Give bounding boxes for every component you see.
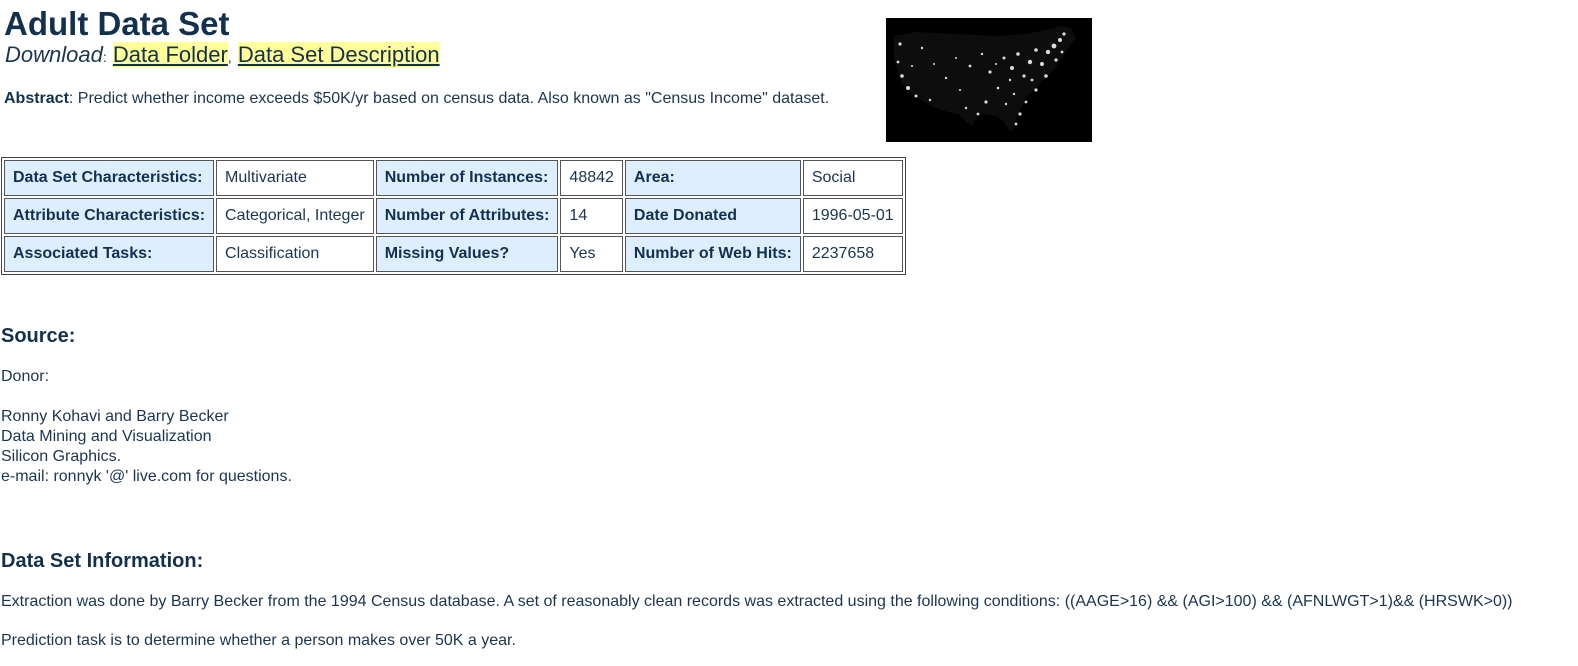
dataset-thumbnail-image [886,18,1092,142]
characteristic-value: 1996-05-01 [803,198,903,234]
abstract [4,89,829,109]
characteristics-row [4,160,903,196]
source-line: Ronny Kohavi and Barry Becker [1,408,229,425]
abstract-label: Abstract [4,90,69,107]
source-line: Silicon Graphics. [1,448,122,465]
donor-label: Donor: [1,368,50,385]
characteristic-key: Date Donated [625,198,801,234]
characteristic-value: Social [803,160,903,196]
characteristics-row [4,198,903,234]
characteristic-key: Data Set Characteristics: [4,160,214,196]
source-line: e-mail: ronnyk '@' live.com for questions. [1,468,292,485]
characteristic-value: 14 [560,198,623,234]
characteristic-key: Number of Attributes: [376,198,559,234]
characteristic-key: Attribute Characteristics: [4,198,214,234]
characteristic-value: Classification [216,236,374,272]
characteristics-table [1,157,906,275]
page-title: Adult Data Set [4,5,230,42]
characteristic-key: Number of Web Hits: [625,236,801,272]
characteristic-value: Categorical, Integer [216,198,374,234]
characteristic-value: Multivariate [216,160,374,196]
info-paragraph: Prediction task is to determine whether a person makes over 50K a year. [1,632,516,649]
download-colon: : [102,49,107,65]
characteristic-key: Area: [625,160,801,196]
download-comma: , [227,49,232,65]
characteristic-key: Missing Values? [376,236,559,272]
data-folder-link[interactable]: Data Folder [112,42,228,67]
characteristic-value: 48842 [560,160,623,196]
source-heading: Source: [1,325,76,347]
download-label: Download [5,42,103,67]
characteristic-value: 2237658 [803,236,903,272]
data-set-description-link[interactable]: Data Set Description [237,42,440,67]
characteristic-value: Yes [560,236,623,272]
source-line: Data Mining and Visualization [1,428,212,445]
usa-night-lights-map [886,18,1092,142]
characteristics-row [4,236,903,272]
info-paragraph: Extraction was done by Barry Becker from the 1994 Census database. A set of reasonably clean records was extracted using the following conditions: ((AAGE>16) && (AGI>100) && (AFNLWGT>1)&& (HRSWK>0)) [1,593,1513,610]
characteristic-key: Associated Tasks: [4,236,214,272]
characteristic-key: Number of Instances: [376,160,559,196]
data-set-information-heading: Data Set Information: [1,550,204,572]
download-row [5,41,440,71]
abstract-text: : Predict whether income exceeds $50K/yr based on census data. Also known as "Census Income" dataset. [68,90,830,107]
